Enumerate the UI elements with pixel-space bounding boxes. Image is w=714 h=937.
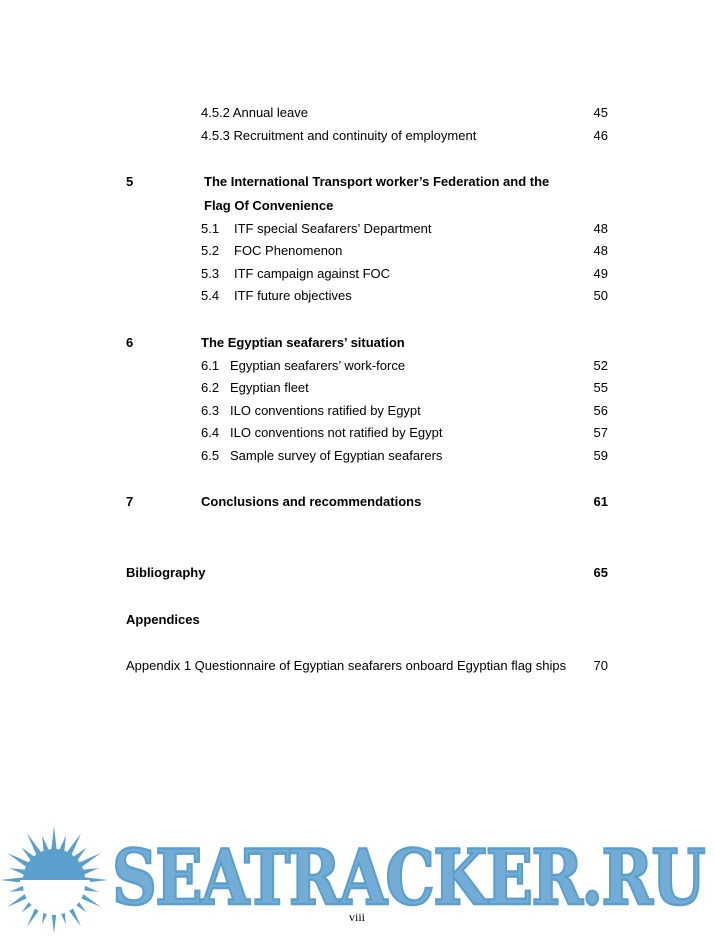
toc-entry-6-3[interactable] [201, 403, 421, 419]
appendix-1-page: 70 [593, 658, 608, 673]
toc-entry-5-2[interactable] [201, 243, 342, 259]
chapter-5-title[interactable]: The International Transport worker’s Federation and the [204, 174, 550, 189]
sun-ray [59, 836, 66, 852]
toc-entry-title: Sample survey of Egyptian seafarers [230, 448, 443, 463]
appendices-title[interactable]: Appendices [126, 612, 200, 627]
sun-ray [79, 853, 101, 867]
bibliography-title[interactable]: Bibliography [126, 565, 206, 580]
sun-ray [82, 868, 98, 875]
toc-entry-number: 5.1 [201, 221, 220, 236]
appendix-1-title[interactable]: Appendix 1 Questionnaire of Egyptian seafarers onboard Egyptian flag ships [126, 658, 567, 673]
sun-ray [42, 836, 49, 852]
chapter-7-title[interactable]: Conclusions and recommendations [201, 494, 422, 509]
toc-entry-number: 6.5 [201, 448, 220, 463]
toc-entry-page: 56 [593, 403, 608, 418]
toc-entry-6-2[interactable] [201, 380, 309, 396]
toc-entry-title: ITF special Seafarers’ Department [234, 221, 432, 236]
toc-entry-page: 57 [593, 425, 608, 440]
toc-entry-4-5-2[interactable] [201, 105, 308, 121]
toc-entry-number: 6.2 [201, 380, 220, 395]
toc-entry-page: 45 [593, 105, 608, 120]
toc-entry-title: 4.5.2 Annual leave [201, 105, 308, 120]
toc-entry-page: 55 [593, 380, 608, 395]
toc-entry-page: 52 [593, 358, 608, 373]
page-number: viii [348, 910, 365, 924]
svg-text:SEATRACKER.RU: SEATRACKER.RU [112, 838, 705, 918]
sun-ray [7, 853, 29, 867]
toc-entry-6-1[interactable] [201, 358, 405, 374]
svg-text:SEATRACKER.RU: SEATRACKER.RU [112, 838, 705, 918]
toc-entry-title: ILO conventions not ratified by Egypt [230, 425, 443, 440]
toc-entry-4-5-3[interactable] [201, 128, 476, 144]
chapter-7-number: 7 [126, 494, 134, 509]
toc-entry-6-5[interactable] [201, 448, 442, 464]
sun-ray [67, 833, 81, 855]
toc-entry-page: 48 [593, 221, 608, 236]
toc-entry-number: 6.3 [201, 403, 220, 418]
chapter-5-number: 5 [126, 174, 134, 189]
bibliography-page: 65 [593, 565, 608, 580]
sun-ray [27, 833, 41, 855]
toc-entry-page: 49 [593, 266, 608, 281]
toc-entry-title: FOC Phenomenon [234, 243, 343, 258]
toc-entry-6-4[interactable] [201, 425, 442, 441]
toc-entry-page: 46 [593, 128, 608, 143]
toc-entry-title: ITF future objectives [234, 288, 352, 303]
chapter-6-number: 6 [126, 335, 134, 350]
chapter-6-title[interactable]: The Egyptian seafarers’ situation [201, 335, 405, 350]
toc-entry-5-4[interactable] [201, 288, 352, 304]
toc-entry-page: 48 [593, 243, 608, 258]
toc-entry-title: Egyptian fleet [230, 380, 309, 395]
toc-entry-title: ITF campaign against FOC [234, 266, 391, 281]
toc-entry-number: 5.4 [201, 288, 220, 303]
toc-entry-5-3[interactable] [201, 266, 390, 282]
toc-entry-5-1[interactable] [201, 221, 431, 237]
toc-entry-title: Egyptian seafarers’ work-force [230, 358, 406, 373]
toc-entry-number: 6.4 [201, 425, 220, 440]
sun-ray [51, 826, 56, 850]
toc-entry-number: 5.2 [201, 243, 220, 258]
toc-entry-page: 50 [593, 288, 608, 303]
toc-entry-title: ILO conventions ratified by Egypt [230, 403, 421, 418]
toc-entry-title: 4.5.3 Recruitment and continuity of employment [201, 128, 477, 143]
toc-entry-number: 6.1 [201, 358, 220, 373]
toc-entry-number: 5.3 [201, 266, 220, 281]
chapter-5-title-cont[interactable]: Flag Of Convenience [204, 198, 334, 213]
toc-entry-page: 59 [593, 448, 608, 463]
sun-ray [10, 868, 26, 875]
chapter-7-page: 61 [593, 494, 608, 509]
